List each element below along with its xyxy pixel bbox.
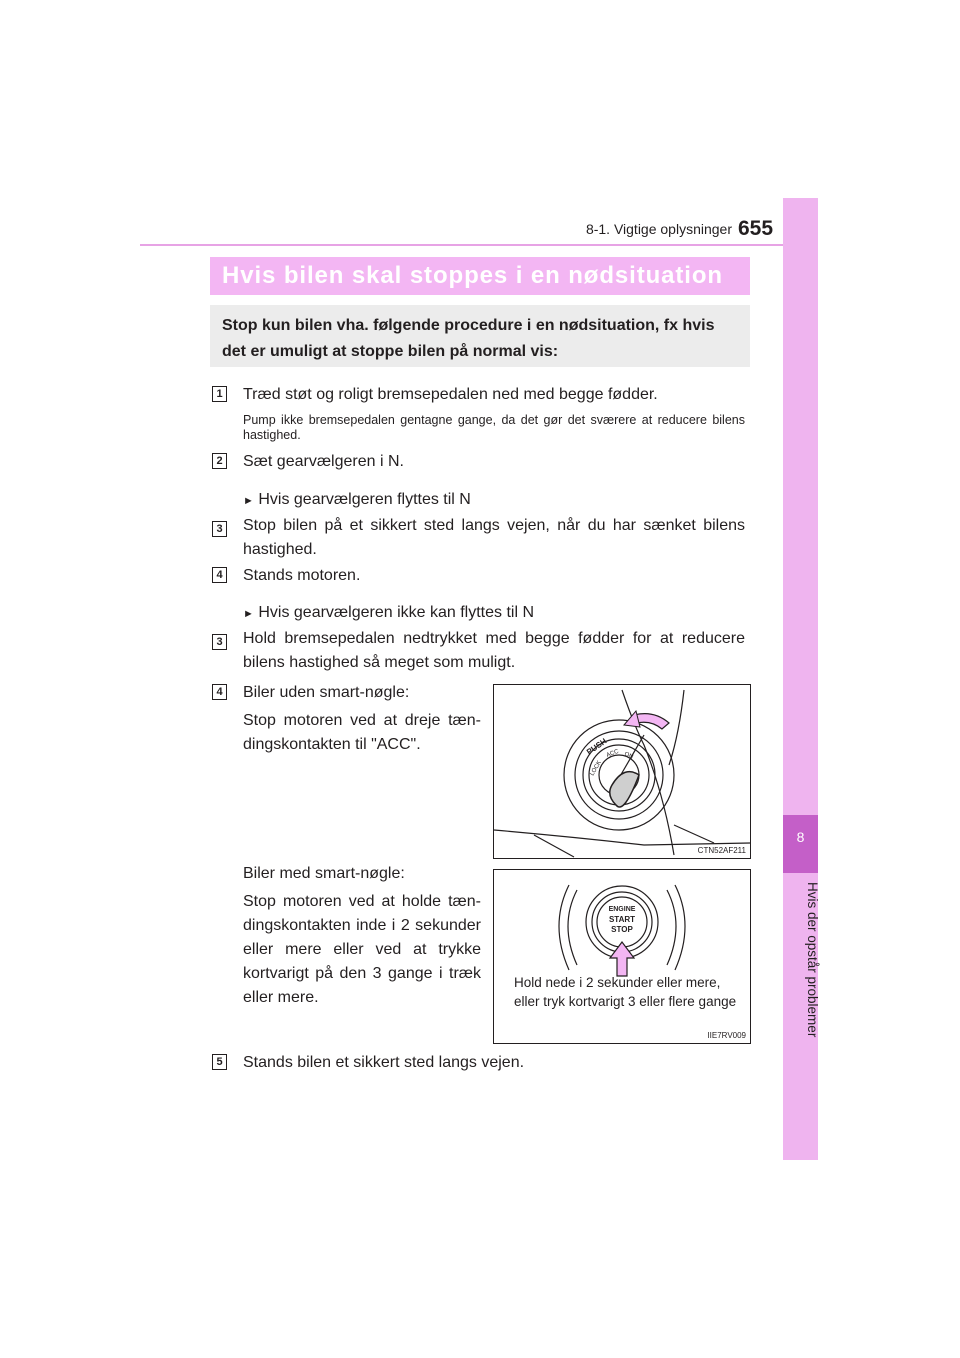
step-note: Pump ikke bremsepedalen gentagne gange, da det gør det sværere at reducere bilens hastighed. bbox=[243, 413, 745, 442]
figure-code: CTN52AF211 bbox=[697, 846, 746, 855]
step-badge: 1 bbox=[212, 386, 227, 402]
press-arrow-icon bbox=[610, 942, 634, 976]
chapter-title: Hvis der opstår problemer bbox=[805, 882, 820, 1038]
page-number: 655 bbox=[738, 217, 774, 240]
acc-label: ACC bbox=[605, 748, 620, 759]
step-text: Hold bremsepedalen nedtrykket med begge fødder for at reducere bilens hastighed så meget som muligt. bbox=[243, 630, 745, 671]
step-badge: 3 bbox=[212, 634, 227, 650]
condition-heading: ► Hvis gearvælgeren ikke kan flyttes til N bbox=[243, 604, 534, 621]
step-badge: 4 bbox=[212, 567, 227, 583]
step-text: Træd støt og roligt bremsepedalen ned med begge fødder. bbox=[243, 386, 658, 403]
step-label: Biler uden smart-nøgle: bbox=[243, 684, 410, 701]
step-text: Stop motoren ved at dreje tændingskontakten til "ACC". bbox=[243, 712, 481, 753]
page-title: Hvis bilen skal stoppes i en nødsituation bbox=[222, 262, 723, 289]
start-stop-figure bbox=[493, 869, 751, 1044]
chapter-number: 8 bbox=[796, 829, 805, 845]
header-rule bbox=[140, 244, 818, 246]
ignition-key-figure bbox=[493, 684, 751, 859]
button-text-stop: STOP bbox=[611, 925, 633, 934]
button-text-engine: ENGINE bbox=[608, 906, 636, 913]
figure-caption: Hold nede i 2 sekunder eller mere, eller tryk kortvarigt 3 eller flere gange bbox=[514, 975, 737, 1009]
step-label: Biler med smart-nøgle: bbox=[243, 865, 405, 882]
condition-heading: ► Hvis gearvælgeren flyttes til N bbox=[243, 491, 471, 508]
step-badge: 4 bbox=[212, 684, 227, 700]
push-label: PUSH bbox=[584, 736, 609, 757]
step-text: Sæt gearvælgeren i N. bbox=[243, 453, 404, 470]
step-text: Stop bilen på et sikkert sted langs vejen, når du har sænket bilens hastighed. bbox=[243, 517, 745, 558]
start-stop-illustration bbox=[494, 870, 750, 980]
intro-text: Stop kun bilen vha. følgende procedure i en nødsituation, fx hvis det er umuligt at stoppe bilen på normal vis: bbox=[222, 317, 715, 360]
on-label: ON bbox=[623, 751, 634, 761]
button-text-start: START bbox=[608, 915, 636, 924]
step-text: Stands bilen et sikkert sted langs vejen. bbox=[243, 1054, 525, 1071]
triangle-bullet-icon: ► bbox=[243, 608, 254, 620]
step-text: Stands motoren. bbox=[243, 567, 361, 584]
step-badge: 5 bbox=[212, 1054, 227, 1070]
ignition-key-illustration bbox=[494, 685, 750, 858]
step-badge: 3 bbox=[212, 521, 227, 537]
section-title: 8-1. Vigtige oplysninger bbox=[585, 221, 732, 237]
figure-code: IIE7RV009 bbox=[707, 1031, 746, 1040]
step-badge: 2 bbox=[212, 453, 227, 469]
step-text: Stop motoren ved at holde tændingskontakten inde i 2 sekunder eller mere eller ved at trykke kortvarigt på den 3 gange i træk eller mere. bbox=[243, 893, 481, 1006]
lock-label: LOCK bbox=[589, 759, 603, 777]
triangle-bullet-icon: ► bbox=[243, 495, 254, 507]
